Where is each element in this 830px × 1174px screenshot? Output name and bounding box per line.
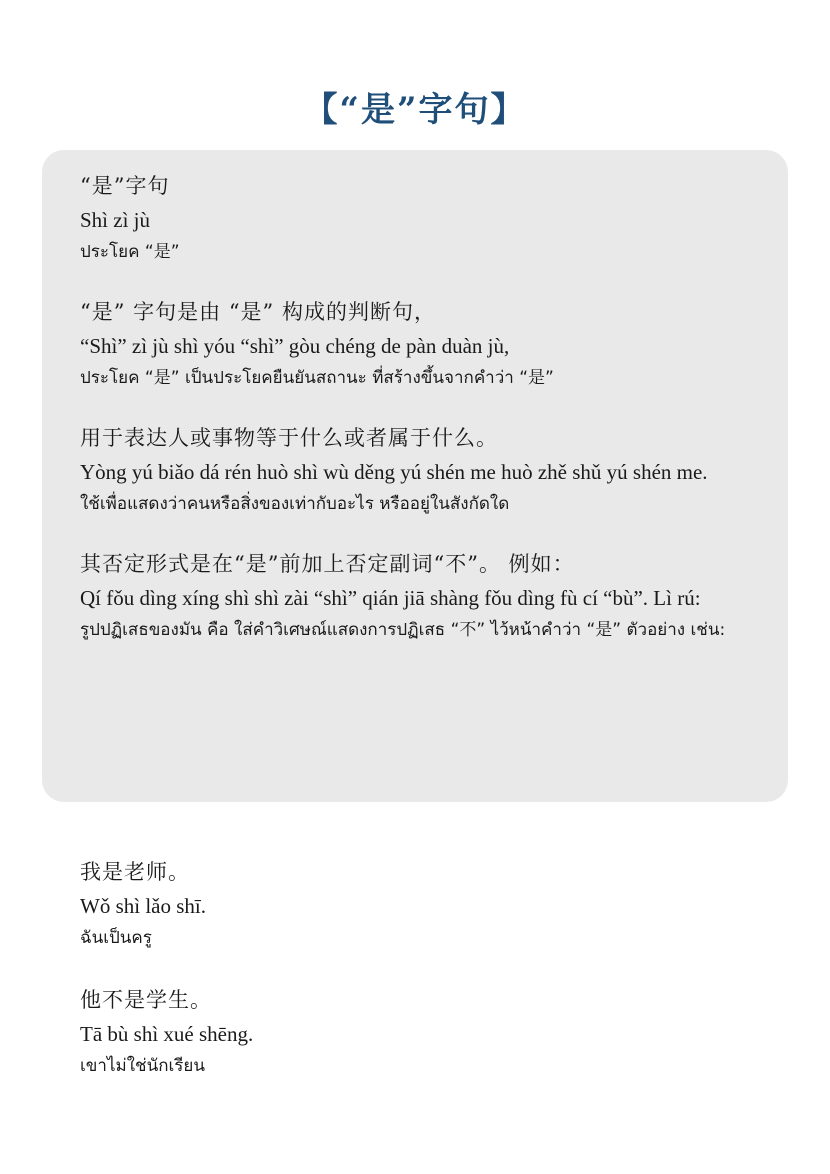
negation-pinyin: Qí fǒu dìng xíng shì shì zài “shì” qián jiā shàng fǒu dìng fù cí “bù”. Lì rú: (80, 586, 701, 610)
usage-thai: ใช้เพื่อแสดงว่าคนหรือสิ่งของเท่ากับอะไร หรืออยู่ในสังกัดใด (80, 494, 510, 514)
example-1-pinyin: Wǒ shì lǎo shī. (80, 894, 206, 918)
example-1-chinese: 我是老师。 (80, 860, 190, 884)
definition-thai: ประโยค “是” เป็นประโยคยืนยันสถานะ ที่สร้างขึ้นจากคำว่า “是” (80, 368, 554, 388)
example-2-thai: เขาไม่ใช่นักเรียน (80, 1056, 206, 1076)
example-1-thai: ฉันเป็นครู (80, 928, 152, 948)
definition-chinese: “是” 字句是由 “是” 构成的判断句， (80, 300, 436, 324)
heading-chinese: “是”字句 (80, 174, 170, 198)
negation-block (80, 548, 748, 646)
definition-pinyin: “Shì” zì jù shì yóu “shì” gòu chéng de pàn duàn jù, (80, 334, 510, 358)
example-2-pinyin: Tā bù shì xué shēng. (80, 1022, 254, 1046)
negation-chinese: 其否定形式是在“是”前加上否定副词“不”。 例如： (80, 552, 575, 576)
usage-block (80, 422, 748, 520)
example-2 (80, 984, 780, 1082)
usage-chinese: 用于表达人或事物等于什么或者属于什么。 (80, 426, 498, 450)
example-2-chinese: 他不是学生。 (80, 988, 212, 1012)
heading-pinyin: Shì zì jù (80, 208, 151, 232)
explanation-box (42, 150, 788, 802)
heading-thai: ประโยค “是” (80, 242, 180, 262)
page-title: 【“是”字句】 (303, 90, 527, 130)
examples-section (80, 856, 780, 1112)
example-1 (80, 856, 780, 954)
heading-block (80, 170, 748, 268)
negation-thai: รูปปฏิเสธของมัน คือ ใส่คำวิเศษณ์แสดงการปฏิเสธ “不” ไว้หน้าคำว่า “是” ตัวอย่าง เช่น: (80, 620, 726, 640)
usage-pinyin: Yòng yú biǎo dá rén huò shì wù děng yú shén me huò zhě shǔ yú shén me. (80, 460, 708, 484)
definition-block (80, 296, 748, 394)
